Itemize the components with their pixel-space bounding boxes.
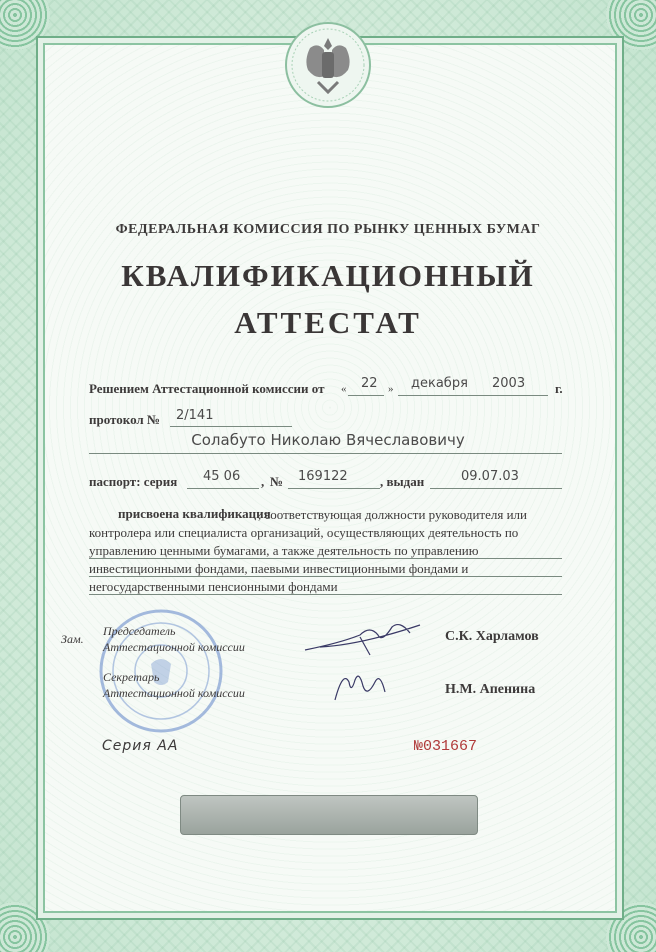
day-underline	[348, 395, 384, 396]
chair-title-line2: Аттестационной комиссии	[103, 640, 245, 654]
secretary-signature	[325, 662, 395, 707]
qualification-text-line5: негосударственными пенсионными фондами	[89, 579, 338, 594]
secretary-name: Н.М. Апенина	[445, 682, 536, 697]
passport-number: 169122	[298, 469, 348, 484]
year-suffix: г.	[555, 381, 563, 396]
qualification-underline	[89, 558, 562, 559]
quote-open: «	[341, 383, 347, 395]
protocol-underline	[170, 426, 292, 427]
passport-issued-date: 09.07.03	[461, 469, 519, 484]
passport-series: 45 06	[203, 469, 241, 484]
decision-label: Решением Аттестационной комиссии от	[89, 381, 325, 396]
decision-year: 2003	[492, 376, 526, 391]
qualification-text-line2: контролера или специалиста организаций, осуществляющих деятельность по	[89, 525, 519, 540]
qualification-text-line4: инвестиционными фондами, паевыми инвестиционными фондами и	[89, 561, 469, 576]
series-label: Серия АА	[102, 738, 179, 754]
protocol-label: протокол №	[89, 412, 161, 427]
chair-signature	[300, 615, 430, 660]
series-underline	[187, 488, 259, 489]
document-title-line1: КВАЛИФИКАЦИОННЫЙ	[121, 258, 535, 293]
issued-underline	[430, 488, 562, 489]
chair-title-line1: Председатель	[103, 624, 176, 638]
qualification-text-line1: , соответствующая должности руководителя или	[258, 507, 527, 522]
name-underline	[89, 453, 562, 454]
chair-name: С.К. Харламов	[445, 629, 539, 644]
decision-day: 22	[361, 376, 378, 391]
passport-comma: ,	[261, 474, 265, 489]
bottom-security-strip	[180, 795, 478, 835]
certificate-number: №031667	[414, 738, 478, 755]
passport-label: паспорт: серия	[89, 474, 178, 489]
protocol-number: 2/141	[176, 408, 214, 423]
secretary-title-line1: Секретарь	[103, 670, 160, 684]
number-underline	[288, 488, 380, 489]
qualification-underline	[89, 576, 562, 577]
passport-issued-label: , выдан	[380, 474, 425, 489]
commission-name: ФЕДЕРАЛЬНАЯ КОМИССИЯ ПО РЫНКУ ЦЕННЫХ БУМАГ	[115, 222, 541, 237]
coat-of-arms-emblem	[280, 20, 376, 110]
passport-number-label: №	[270, 474, 284, 489]
secretary-title-line2: Аттестационной комиссии	[103, 686, 245, 700]
document-title-line2: АТТЕСТАТ	[234, 305, 422, 340]
deputy-label: Зам.	[61, 632, 84, 646]
qualification-text-line3: управлению ценными бумагами, а также деятельность по управлению	[89, 543, 479, 558]
qualification-label: присвоена квалификация	[118, 506, 271, 521]
quote-close: »	[388, 383, 394, 395]
qualification-underline	[89, 594, 562, 595]
decision-month: декабря	[411, 376, 468, 391]
month-underline	[398, 395, 548, 396]
holder-name: Солабуто Николаю Вячеславовичу	[191, 431, 465, 449]
